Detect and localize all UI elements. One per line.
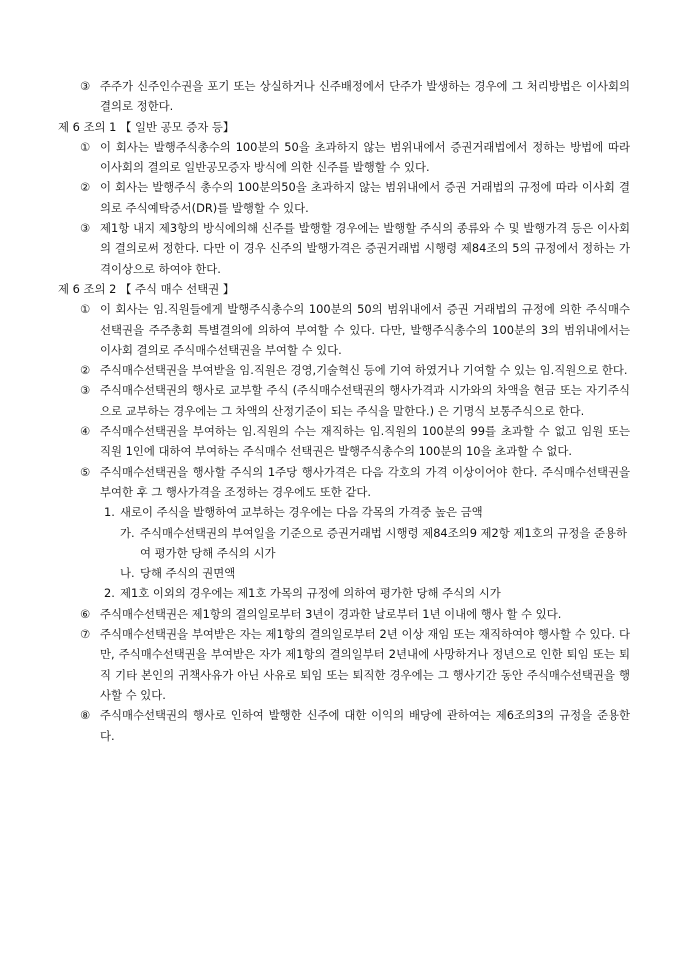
clause-text: 주식매수선택권을 부여하는 임.직원의 수는 재직하는 임.직원의 100분의 99를 초과할 수 없고 임원 또는 직원 1인에 대하여 부여하는 주식매수 선택권은 발행주식총수의 100분의 10을 초과할 수 없다. [100, 424, 630, 459]
sub-sub-item [58, 523, 630, 564]
sub-item-text: 새로이 주식을 발행하여 교부하는 경우에는 다음 각목의 가격중 높은 금액 [120, 505, 483, 520]
document-body [58, 76, 630, 746]
clause-paragraph [58, 462, 630, 503]
clause-number: ① [80, 139, 91, 154]
clause-number: ② [80, 363, 91, 378]
clause-paragraph [58, 299, 630, 360]
clause-number: ③ [80, 383, 91, 398]
clause-paragraph [58, 624, 630, 705]
clause-number: ③ [80, 221, 91, 236]
sub-sub-item-text: 주식매수선택권의 부여일을 기준으로 증권거래법 시행령 제84조의9 제2항 제1호의 규정을 준용하여 평가한 당해 주식의 시가 [140, 525, 627, 560]
clause-text: 주식매수선택권의 행사로 인하여 발행한 신주에 대한 이익의 배당에 관하여는 제6조의3의 규정을 준용한다. [100, 708, 630, 743]
clause-paragraph [58, 76, 630, 117]
clause-paragraph [58, 380, 630, 421]
clause-number: ③ [80, 79, 91, 93]
clause-number: ⑥ [80, 606, 91, 621]
clause-number: ⑧ [80, 708, 91, 723]
sub-item-number: 2. [104, 586, 115, 601]
clause-text: 주식매수선택권을 부여받을 임.직원은 경영,기술혁신 등에 기여 하였거나 기여할 수 있는 임.직원으로 한다. [100, 363, 628, 378]
clause-paragraph [58, 177, 630, 218]
sub-item-number: 1. [104, 505, 115, 520]
sub-sub-item-text: 당해 주식의 권면액 [140, 566, 236, 581]
article-heading: 제 6 조의 2 【 주식 매수 선택권 】 [58, 281, 235, 296]
clause-text: 이 회사는 발행주식총수의 100분의 50을 초과하지 않는 범위내에서 증권거래법에서 정하는 방법에 따라 이사회의 결의로 일반공모증자 방식에 의한 신주를 발행할 수 있다. [100, 139, 630, 175]
clause-number: ⑦ [80, 627, 91, 642]
clause-paragraph [58, 137, 630, 178]
clause-paragraph [58, 421, 630, 462]
clause-text: 주식매수선택권을 행사할 주식의 1주당 행사가격은 다음 각호의 가격 이상이어야 한다. 주식매수선택권을 부여한 후 그 행사가격을 조정하는 경우에도 또한 같다. [100, 464, 630, 499]
sub-sub-item-number: 나. [120, 566, 135, 581]
article-heading: 제 6 조의 1 【 일반 공모 증자 등】 [58, 119, 235, 134]
sub-sub-item [58, 563, 630, 583]
clause-paragraph [58, 218, 630, 279]
sub-sub-item-number: 가. [120, 525, 135, 540]
sub-item [58, 583, 630, 603]
clause-text: 주식매수선택권을 부여받은 자는 제1항의 결의일로부터 2년 이상 재임 또는 재직하여야 행사할 수 있다. 다만, 주식매수선택권을 부여받은 자가 제1항의 결의일부터 2년내에 사망하거나 정년으로 인한 퇴임 또는 퇴직 기타 본인의 귀책사유가 아닌 사유로 퇴임 또는 퇴직한 경우에는 그 행사기간 동안 주식매수선택권을 행사할 수 있다. [100, 627, 630, 702]
clause-text: 제1항 내지 제3항의 방식에의해 신주를 발행할 경우에는 발행할 주식의 종류와 수 및 발행가격 등은 이사회의 결의로써 정한다. 다만 이 경우 신주의 발행가격은 증권거래법 시행령 제84조의 5의 규정에서 정하는 가격이상으로 하여야 한다. [100, 221, 630, 276]
clause-text: 이 회사는 임.직원들에게 발행주식총수의 100분의 50의 범위내에서 증권 거래법의 규정에 의한 주식매수선택권을 주주총회 특별결의에 의하여 부여할 수 있다. 다만, 발행주식총수의 100분의 3의 범위내에서는 이사회 결의로 주식매수선택권을 부여할 수 있다. [100, 302, 630, 357]
sub-item [58, 502, 630, 522]
clause-text: 이 회사는 발행주식 총수의 100분의50을 초과하지 않는 범위내에서 증권 거래법의 규정에 따라 이사회 결의로 주식예탁증서(DR)를 발행할 수 있다. [100, 180, 630, 215]
sub-item-text: 제1호 이외의 경우에는 제1호 가목의 규정에 의하여 평가한 당해 주식의 시가 [120, 586, 501, 601]
clause-text: 주주가 신주인수권을 포기 또는 상실하거나 신주배정에서 단주가 발생하는 경우에 그 처리방법은 이사회의 결의로 정한다. [100, 79, 630, 114]
clause-paragraph [58, 604, 630, 624]
clause-number: ⑤ [80, 464, 91, 479]
clause-text: 주식매수선택권의 행사로 교부할 주식 (주식매수선택권의 행사가격과 시가와의 차액을 현금 또는 자기주식으로 교부하는 경우에는 그 차액의 산정기준이 되는 주식을 말한다.) 은 기명식 보통주식으로 한다. [100, 383, 630, 418]
clause-number: ④ [80, 424, 91, 439]
clause-number: ② [80, 180, 91, 195]
clause-paragraph [58, 360, 630, 380]
clause-number: ① [80, 302, 91, 317]
clause-paragraph [58, 705, 630, 746]
clause-text: 주식매수선택권은 제1항의 결의일로부터 3년이 경과한 날로부터 1년 이내에 행사 할 수 있다. [100, 606, 562, 621]
